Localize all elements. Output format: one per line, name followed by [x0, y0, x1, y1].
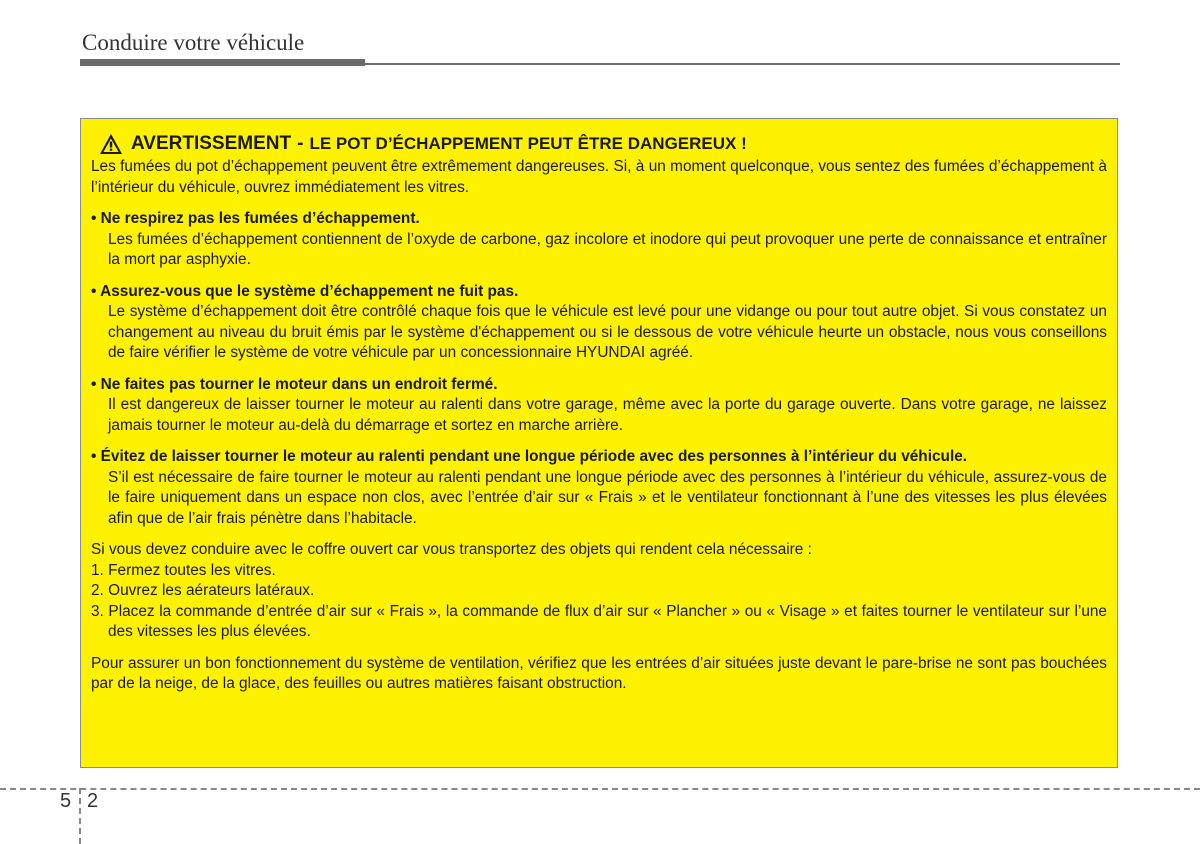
warning-separator: -	[297, 132, 304, 154]
bullet-item	[91, 447, 1107, 529]
step-item: 3. Placez la commande d’entrée d’air sur « Frais », la commande de flux d’air sur « Plancher » ou « Visage » et faites tourner le ventilateur sur l’une des vitesses les plus élevées.	[91, 602, 1107, 640]
bullet-heading: • Ne faites pas tourner le moteur dans un endroit fermé.	[91, 375, 498, 393]
warning-subtitle: LE POT D’ÉCHAPPEMENT PEUT ÊTRE DANGEREUX !	[309, 133, 747, 153]
warning-intro: Les fumées du pot d’échappement peuvent être extrêmement dangereuses. Si, à un moment quelconque, vous sentez des fumées d’échappement à l’intérieur du véhicule, ouvrez immédiatement les vitres.	[91, 158, 1107, 196]
bullet-body: Il est dangereux de laisser tourner le moteur au ralenti dans votre garage, même avec la porte du garage ouverte. Dans votre garage, ne laissez jamais tourner le moteur au-delà du démarrage et sortez en marche arrière.	[108, 396, 1107, 434]
warning-label: AVERTISSEMENT	[131, 132, 292, 154]
bullet-item	[91, 209, 1107, 271]
bullet-body: S’il est nécessaire de faire tourner le moteur au ralenti pendant une longue période avec des personnes à l’intérieur du véhicule, assurez-vous de le faire uniquement dans un espace non clos, avec l’entrée d’air sur « Frais » et le ventilateur fonctionnant à l’une des vitesses les plus élevées afin que de l’air frais pénètre dans l’habitacle.	[108, 468, 1107, 527]
footer-divider	[0, 788, 1200, 790]
header-bar	[80, 59, 365, 66]
header-rule	[365, 63, 1120, 65]
step-item: 1. Fermez toutes les vitres.	[91, 561, 276, 579]
page-number: 2	[87, 790, 99, 812]
bullet-heading: • Assurez-vous que le système d’échappement ne fuit pas.	[91, 282, 519, 300]
warning-title	[99, 132, 1107, 156]
warning-box	[80, 118, 1118, 768]
bullet-item	[91, 282, 1107, 364]
bullet-body: Les fumées d’échappement contiennent de l’oxyde de carbone, gaz incolore et inodore qui peut provoquer une perte de connaissance et entraîner la mort par asphyxie.	[108, 230, 1107, 268]
step-item: 2. Ouvrez les aérateurs latéraux.	[91, 582, 315, 599]
page-header-title: Conduire votre véhicule	[82, 30, 305, 55]
ventilation-note: Pour assurer un bon fonctionnement du système de ventilation, vérifiez que les entrées d’air situées juste devant le pare-brise ne sont pas bouchées par de la neige, de la glace, des feuilles ou autres matières faisant obstruction.	[91, 654, 1107, 692]
bullet-body: Le système d’échappement doit être contrôlé chaque fois que le véhicule est levé pour une vidange ou pour tout autre objet. Si vous constatez un changement au niveau du bruit émis par le système d'échappement ou si le dessous de votre véhicule heurte un obstacle, nous vous conseillons de faire vérifier le système de votre véhicule par un concessionnaire HYUNDAI agréé.	[108, 303, 1107, 361]
bullet-heading: • Ne respirez pas les fumées d’échappement.	[91, 210, 420, 227]
bullet-item	[91, 375, 1107, 437]
warning-triangle-icon	[99, 133, 123, 155]
bullet-heading: • Évitez de laisser tourner le moteur au ralenti pendant une longue période avec des personnes à l’intérieur du véhicule.	[91, 448, 968, 465]
trunk-intro: Si vous devez conduire avec le coffre ouvert car vous transportez des objets qui rendent cela nécessaire :	[91, 541, 812, 558]
chapter-number: 5	[60, 790, 72, 812]
page-number-divider	[79, 788, 81, 844]
